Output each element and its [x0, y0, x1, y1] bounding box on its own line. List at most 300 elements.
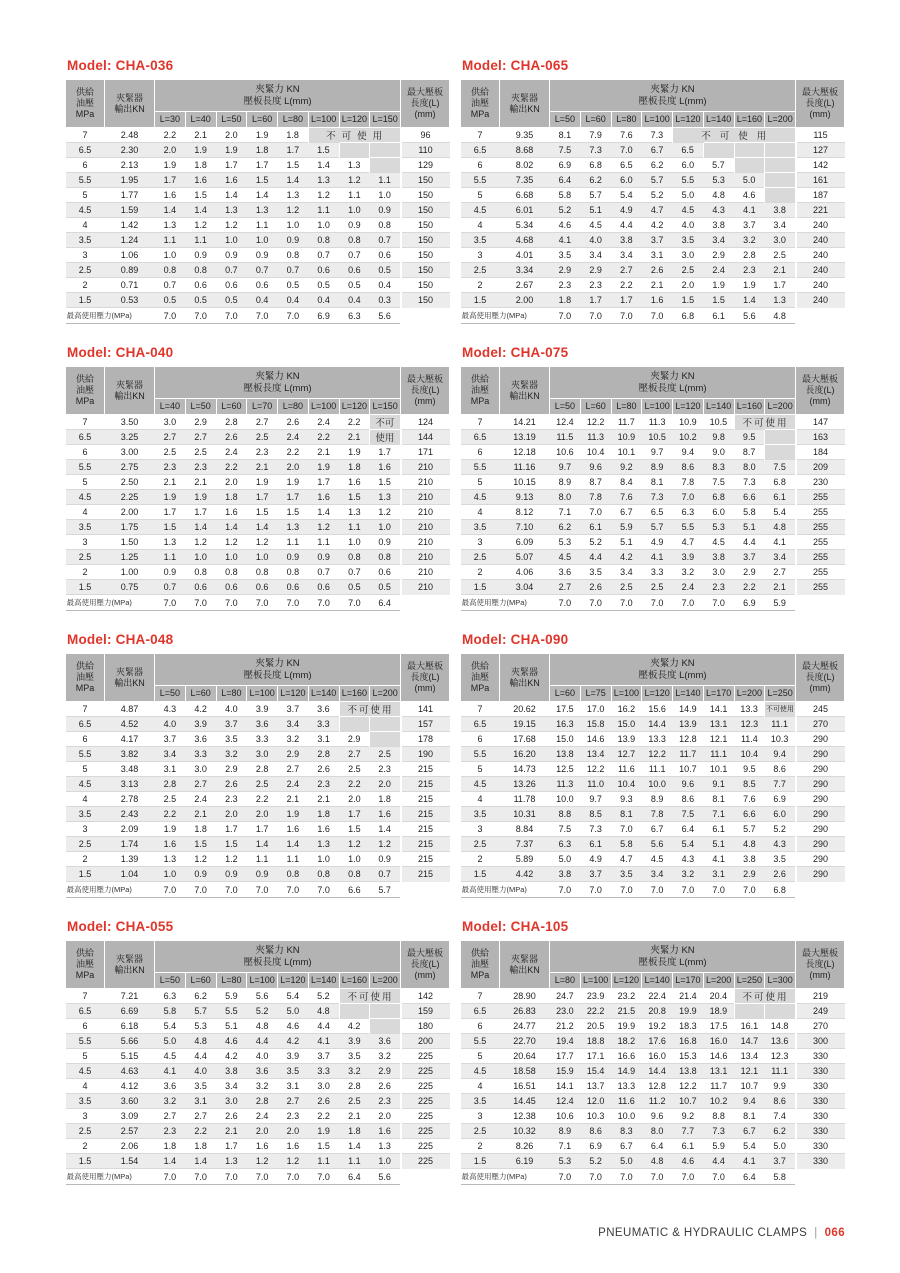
- max-length-value: 127: [796, 143, 845, 158]
- table-row: [461, 278, 845, 293]
- force-value: 7.3: [703, 1124, 734, 1139]
- pressure-value: 5: [66, 1049, 105, 1064]
- force-value: 6.9: [580, 1139, 611, 1154]
- force-value: 6.5: [673, 143, 704, 158]
- max-length-value: 290: [796, 852, 845, 867]
- length-column-header: L=80: [278, 112, 309, 128]
- force-value: 0.3: [370, 293, 401, 308]
- max-length-value: 225: [401, 1049, 450, 1064]
- force-value: 14.9: [673, 702, 704, 717]
- force-value: 5.7: [703, 158, 734, 173]
- max-length-value: 330: [796, 1139, 845, 1154]
- force-value: 6.4: [642, 1139, 673, 1154]
- page-footer: [598, 1227, 845, 1239]
- output-value: 4.17: [105, 732, 155, 747]
- force-value: 9.1: [703, 777, 734, 792]
- max-pressure-label: 最高使用壓力(MPa): [66, 882, 155, 898]
- blank-cell: [703, 143, 734, 158]
- spec-table: [65, 940, 450, 1185]
- force-value: 4.3: [765, 837, 796, 852]
- pressure-value: 2.5: [66, 1124, 105, 1139]
- table-section-cha-075: [460, 345, 845, 611]
- output-value: 1.25: [105, 550, 155, 565]
- force-value: 10.9: [611, 430, 642, 445]
- force-value: 1.1: [370, 173, 401, 188]
- pressure-value: 3.5: [461, 233, 500, 248]
- length-column-header: L=100: [611, 686, 642, 702]
- spec-table: [460, 366, 845, 611]
- pressure-value: 2.5: [66, 837, 105, 852]
- pressure-value: 5: [461, 475, 500, 490]
- force-value: 2.0: [278, 460, 309, 475]
- force-value: 8.6: [580, 1124, 611, 1139]
- table-head: [66, 941, 450, 989]
- force-value: 4.8: [703, 188, 734, 203]
- force-value: 22.2: [580, 1004, 611, 1019]
- force-value: 2.2: [339, 415, 370, 430]
- max-pressure-value: 7.0: [642, 595, 673, 611]
- output-value: 7.37: [500, 837, 550, 852]
- max-length-value: 150: [401, 233, 450, 248]
- max-length-value: 255: [796, 490, 845, 505]
- table-row: [461, 293, 845, 308]
- force-value: 1.7: [247, 158, 278, 173]
- force-value: 14.6: [703, 1049, 734, 1064]
- force-value: 8.3: [611, 1124, 642, 1139]
- force-value: 7.5: [673, 807, 704, 822]
- length-column-header: L=250: [734, 973, 765, 989]
- force-value: 0.8: [370, 218, 401, 233]
- force-value: 3.1: [278, 1079, 309, 1094]
- output-value: 2.00: [500, 293, 550, 308]
- force-value: 5.9: [216, 989, 247, 1004]
- table-row: [66, 475, 450, 490]
- table-row: [461, 1109, 845, 1124]
- pressure-value: 3.5: [461, 520, 500, 535]
- output-value: 3.04: [500, 580, 550, 595]
- max-length-value: 142: [401, 989, 450, 1004]
- pressure-value: 6.5: [461, 430, 500, 445]
- max-pressure-value: 7.0: [673, 882, 704, 898]
- force-value: 3.0: [765, 233, 796, 248]
- force-value: 1.7: [278, 143, 309, 158]
- force-value: 1.0: [155, 248, 186, 263]
- length-column-header: L=120: [278, 686, 309, 702]
- table-row: [461, 233, 845, 248]
- output-value: 3.48: [105, 762, 155, 777]
- max-pressure-value: 6.4: [370, 595, 401, 611]
- max-pressure-value: 7.0: [611, 1169, 642, 1185]
- force-value: 9.6: [580, 460, 611, 475]
- force-value: 1.3: [155, 218, 186, 233]
- table-body: [461, 702, 845, 898]
- table-head: [66, 654, 450, 702]
- table-section-cha-090: [460, 632, 845, 898]
- force-value: 2.3: [278, 1109, 309, 1124]
- table-row: [66, 188, 450, 203]
- force-value: 3.2: [339, 1064, 370, 1079]
- force-value: 0.7: [339, 565, 370, 580]
- table-row: [66, 143, 450, 158]
- pressure-value: 3.5: [66, 233, 105, 248]
- force-value: 0.6: [370, 248, 401, 263]
- force-value: 4.2: [278, 1034, 309, 1049]
- max-length-value: 290: [796, 867, 845, 882]
- force-value: 18.9: [703, 1004, 734, 1019]
- max-length-value: 290: [796, 732, 845, 747]
- output-value: 3.13: [105, 777, 155, 792]
- force-value: 0.7: [216, 263, 247, 278]
- force-value: 2.2: [185, 1124, 216, 1139]
- length-column-header: L=80: [216, 973, 247, 989]
- force-value: 5.2: [550, 203, 581, 218]
- max-pressure-value: 7.0: [673, 595, 704, 611]
- output-value: 20.64: [500, 1049, 550, 1064]
- force-value: 6.1: [580, 520, 611, 535]
- max-length-value: 144: [401, 430, 450, 445]
- force-value: 11.1: [765, 1064, 796, 1079]
- output-value: 14.73: [500, 762, 550, 777]
- force-value: 13.8: [550, 747, 581, 762]
- pressure-value: 2: [66, 278, 105, 293]
- force-value: 1.1: [308, 535, 339, 550]
- force-value: 8.1: [703, 792, 734, 807]
- force-value: 3.2: [155, 1094, 186, 1109]
- max-pressure-label: 最高使用壓力(MPa): [461, 882, 550, 898]
- max-pressure-value: 7.0: [550, 1169, 581, 1185]
- force-value: 7.7: [765, 777, 796, 792]
- force-value: 9.7: [550, 460, 581, 475]
- force-value: 22.4: [642, 989, 673, 1004]
- force-value: 2.1: [765, 263, 796, 278]
- force-value: 6.7: [642, 143, 673, 158]
- force-value: 4.1: [308, 1034, 339, 1049]
- force-value: 13.1: [703, 1064, 734, 1079]
- force-value: 0.6: [370, 565, 401, 580]
- force-value: 5.1: [734, 520, 765, 535]
- pressure-header: 供給 油壓 MPa: [461, 80, 500, 128]
- force-value: 11.5: [550, 430, 581, 445]
- force-value: 6.6: [734, 807, 765, 822]
- table-row: [66, 415, 450, 430]
- table-section-cha-040: [65, 345, 450, 611]
- table-row: [66, 293, 450, 308]
- model-title: Model: CHA-105: [462, 919, 569, 934]
- force-value: 0.9: [185, 867, 216, 882]
- force-value: 13.9: [673, 717, 704, 732]
- model-title: Model: CHA-040: [67, 345, 174, 360]
- table-head: [461, 941, 845, 989]
- output-value: 8.68: [500, 143, 550, 158]
- output-value: 18.58: [500, 1064, 550, 1079]
- max-pressure-value: 7.0: [155, 882, 186, 898]
- max-length-value: 150: [401, 278, 450, 293]
- force-value: 11.1: [642, 762, 673, 777]
- force-value: 2.8: [339, 1079, 370, 1094]
- force-value: 2.8: [734, 248, 765, 263]
- force-value: 2.4: [673, 580, 704, 595]
- pressure-value: 2: [66, 565, 105, 580]
- output-value: 12.38: [500, 1109, 550, 1124]
- force-value: 1.8: [185, 1139, 216, 1154]
- force-value: 0.7: [308, 565, 339, 580]
- force-value: 2.6: [216, 1109, 247, 1124]
- force-value: 1.1: [308, 203, 339, 218]
- force-value: 4.8: [308, 1004, 339, 1019]
- force-value: 1.4: [216, 188, 247, 203]
- table-row: [66, 852, 450, 867]
- force-value: 1.0: [185, 550, 216, 565]
- force-value: 5.2: [642, 188, 673, 203]
- output-value: 2.30: [105, 143, 155, 158]
- force-value: 3.5: [185, 1079, 216, 1094]
- force-value: 15.0: [611, 717, 642, 732]
- force-value: 1.0: [370, 188, 401, 203]
- pressure-header: 供給 油壓 MPa: [66, 941, 105, 989]
- force-value: 0.7: [308, 248, 339, 263]
- blank-cell: [370, 717, 401, 732]
- output-value: 0.75: [105, 580, 155, 595]
- blank-cell: [765, 158, 796, 173]
- max-pressure-value: 7.0: [216, 595, 247, 611]
- force-value: 1.4: [734, 293, 765, 308]
- empty-cell: [796, 308, 845, 324]
- max-length-value: 255: [796, 505, 845, 520]
- model-title: Model: CHA-055: [67, 919, 174, 934]
- force-value: 2.0: [216, 128, 247, 143]
- spec-table: [460, 653, 845, 898]
- force-value: 6.3: [673, 505, 704, 520]
- length-column-header: L=60: [550, 686, 581, 702]
- table-row: [461, 1064, 845, 1079]
- header-row-1: [66, 941, 450, 973]
- table-row: [461, 822, 845, 837]
- table-row: [461, 1049, 845, 1064]
- force-value: 6.8: [580, 158, 611, 173]
- force-value: 1.9: [155, 158, 186, 173]
- length-column-header: L=160: [734, 399, 765, 415]
- force-value: 3.5: [580, 565, 611, 580]
- force-value: 10.2: [703, 1094, 734, 1109]
- pressure-value: 2.5: [461, 550, 500, 565]
- force-value: 3.6: [370, 1034, 401, 1049]
- output-value: 6.68: [500, 188, 550, 203]
- force-value: 10.6: [550, 445, 581, 460]
- force-value: 2.4: [278, 777, 309, 792]
- pressure-value: 4: [66, 792, 105, 807]
- table-row: [461, 550, 845, 565]
- output-value: 2.25: [105, 490, 155, 505]
- blank-cell: [765, 430, 796, 445]
- force-value: 17.7: [550, 1049, 581, 1064]
- force-value: 1.1: [308, 1154, 339, 1169]
- force-value: 2.7: [339, 747, 370, 762]
- force-value: 5.1: [580, 203, 611, 218]
- max-pressure-value: 7.0: [247, 882, 278, 898]
- force-value: 12.5: [550, 762, 581, 777]
- force-value: 3.7: [308, 1049, 339, 1064]
- table-row: [66, 1124, 450, 1139]
- force-value: 6.0: [703, 505, 734, 520]
- unusable-cell: 不可使用: [734, 415, 796, 430]
- pressure-value: 2: [461, 1139, 500, 1154]
- table-row: [66, 1109, 450, 1124]
- max-length-value: 150: [401, 248, 450, 263]
- force-value: 3.0: [673, 248, 704, 263]
- force-value: 2.1: [185, 475, 216, 490]
- max-length-value: 240: [796, 293, 845, 308]
- blank-cell: [765, 188, 796, 203]
- force-value: 12.1: [703, 732, 734, 747]
- force-value: 11.7: [703, 1079, 734, 1094]
- force-value: 3.7: [580, 867, 611, 882]
- force-value: 2.3: [185, 460, 216, 475]
- force-value: 7.1: [550, 505, 581, 520]
- force-value: 1.8: [216, 490, 247, 505]
- length-column-header: L=80: [611, 399, 642, 415]
- force-value: 2.2: [155, 807, 186, 822]
- force-value: 0.6: [216, 580, 247, 595]
- force-value: 14.8: [765, 1019, 796, 1034]
- force-value: 3.1: [308, 732, 339, 747]
- force-value: 9.4: [765, 747, 796, 762]
- force-value: 4.5: [642, 852, 673, 867]
- table-body: [461, 989, 845, 1185]
- force-value: 4.5: [155, 1049, 186, 1064]
- max-pressure-value: 6.4: [734, 1169, 765, 1185]
- table-row: [66, 520, 450, 535]
- force-value: 10.7: [673, 762, 704, 777]
- force-value: 3.1: [185, 1094, 216, 1109]
- max-length-value: 129: [401, 158, 450, 173]
- force-value: 1.5: [185, 188, 216, 203]
- force-value: 0.6: [185, 278, 216, 293]
- blank-cell: [734, 158, 765, 173]
- force-value: 1.2: [247, 535, 278, 550]
- force-value: 11.1: [765, 717, 796, 732]
- force-value: 9.9: [765, 1079, 796, 1094]
- clamping-force-header: 夾緊力 KN 壓板長度 L(mm): [550, 80, 796, 112]
- force-value: 5.7: [642, 520, 673, 535]
- max-pressure-value: 7.0: [642, 1169, 673, 1185]
- length-column-header: L=75: [580, 686, 611, 702]
- length-column-header: L=170: [703, 686, 734, 702]
- force-value: 3.9: [247, 702, 278, 717]
- pressure-value: 1.5: [461, 293, 500, 308]
- pressure-value: 4.5: [66, 490, 105, 505]
- force-value: 3.5: [550, 248, 581, 263]
- force-value: 6.5: [611, 158, 642, 173]
- force-value: 1.3: [339, 505, 370, 520]
- force-value: 8.9: [642, 460, 673, 475]
- table-body: [461, 128, 845, 324]
- force-value: 2.2: [611, 278, 642, 293]
- output-value: 1.75: [105, 520, 155, 535]
- force-value: 2.6: [580, 580, 611, 595]
- force-value: 1.8: [247, 143, 278, 158]
- max-length-header: 最大壓板 長度(L) (mm): [796, 80, 845, 128]
- force-value: 11.4: [734, 732, 765, 747]
- force-value: 4.0: [580, 233, 611, 248]
- force-value: 23.2: [611, 989, 642, 1004]
- force-value: 1.0: [339, 535, 370, 550]
- force-value: 2.0: [155, 143, 186, 158]
- max-length-value: 255: [796, 550, 845, 565]
- length-column-header: L=200: [734, 686, 765, 702]
- max-pressure-value: 7.0: [155, 308, 186, 324]
- pressure-header: 供給 油壓 MPa: [66, 367, 105, 415]
- force-value: 2.9: [550, 263, 581, 278]
- output-value: 20.62: [500, 702, 550, 717]
- force-value: 0.9: [278, 550, 309, 565]
- pressure-value: 2.5: [66, 263, 105, 278]
- max-pressure-value: 7.0: [216, 308, 247, 324]
- max-pressure-value: 7.0: [155, 1169, 186, 1185]
- length-column-header: L=120: [278, 973, 309, 989]
- force-value: 18.2: [611, 1034, 642, 1049]
- output-value: 22.70: [500, 1034, 550, 1049]
- output-value: 2.57: [105, 1124, 155, 1139]
- force-value: 13.1: [703, 717, 734, 732]
- max-length-value: 290: [796, 837, 845, 852]
- max-pressure-value: 7.0: [247, 308, 278, 324]
- force-value: 1.4: [247, 520, 278, 535]
- table-row: [461, 203, 845, 218]
- force-value: 9.4: [673, 445, 704, 460]
- force-value: 3.0: [155, 415, 186, 430]
- blank-cell: [370, 732, 401, 747]
- force-value: 8.9: [550, 1124, 581, 1139]
- force-value: 16.2: [611, 702, 642, 717]
- force-value: 2.1: [765, 580, 796, 595]
- force-value: 8.4: [611, 475, 642, 490]
- table-row: [66, 430, 450, 445]
- force-value: 2.9: [580, 263, 611, 278]
- max-length-value: 225: [401, 1124, 450, 1139]
- max-length-value: 215: [401, 807, 450, 822]
- max-length-value: 290: [796, 807, 845, 822]
- force-value: 1.4: [185, 520, 216, 535]
- force-value: 1.1: [339, 1154, 370, 1169]
- force-value: 8.7: [580, 475, 611, 490]
- force-value: 10.2: [673, 430, 704, 445]
- table-row: [461, 1094, 845, 1109]
- max-length-header: 最大壓板 長度(L) (mm): [796, 941, 845, 989]
- max-length-value: 184: [796, 445, 845, 460]
- length-column-header: L=120: [673, 112, 704, 128]
- force-value: 1.4: [155, 203, 186, 218]
- output-value: 0.53: [105, 293, 155, 308]
- length-column-header: L=140: [642, 973, 673, 989]
- table-row: [66, 837, 450, 852]
- force-value: 3.2: [216, 747, 247, 762]
- force-value: 3.3: [247, 732, 278, 747]
- force-value: 1.4: [155, 1154, 186, 1169]
- unusable-cell: 不可使用: [339, 989, 401, 1004]
- max-length-value: 270: [796, 717, 845, 732]
- force-value: 13.8: [673, 1064, 704, 1079]
- force-value: 7.3: [642, 490, 673, 505]
- length-column-header: L=120: [642, 686, 673, 702]
- force-value: 1.0: [370, 1154, 401, 1169]
- force-value: 1.6: [339, 475, 370, 490]
- output-value: 1.39: [105, 852, 155, 867]
- force-value: 2.2: [308, 430, 339, 445]
- force-value: 0.4: [308, 293, 339, 308]
- force-value: 1.5: [339, 490, 370, 505]
- pressure-value: 4: [461, 505, 500, 520]
- force-value: 19.9: [673, 1004, 704, 1019]
